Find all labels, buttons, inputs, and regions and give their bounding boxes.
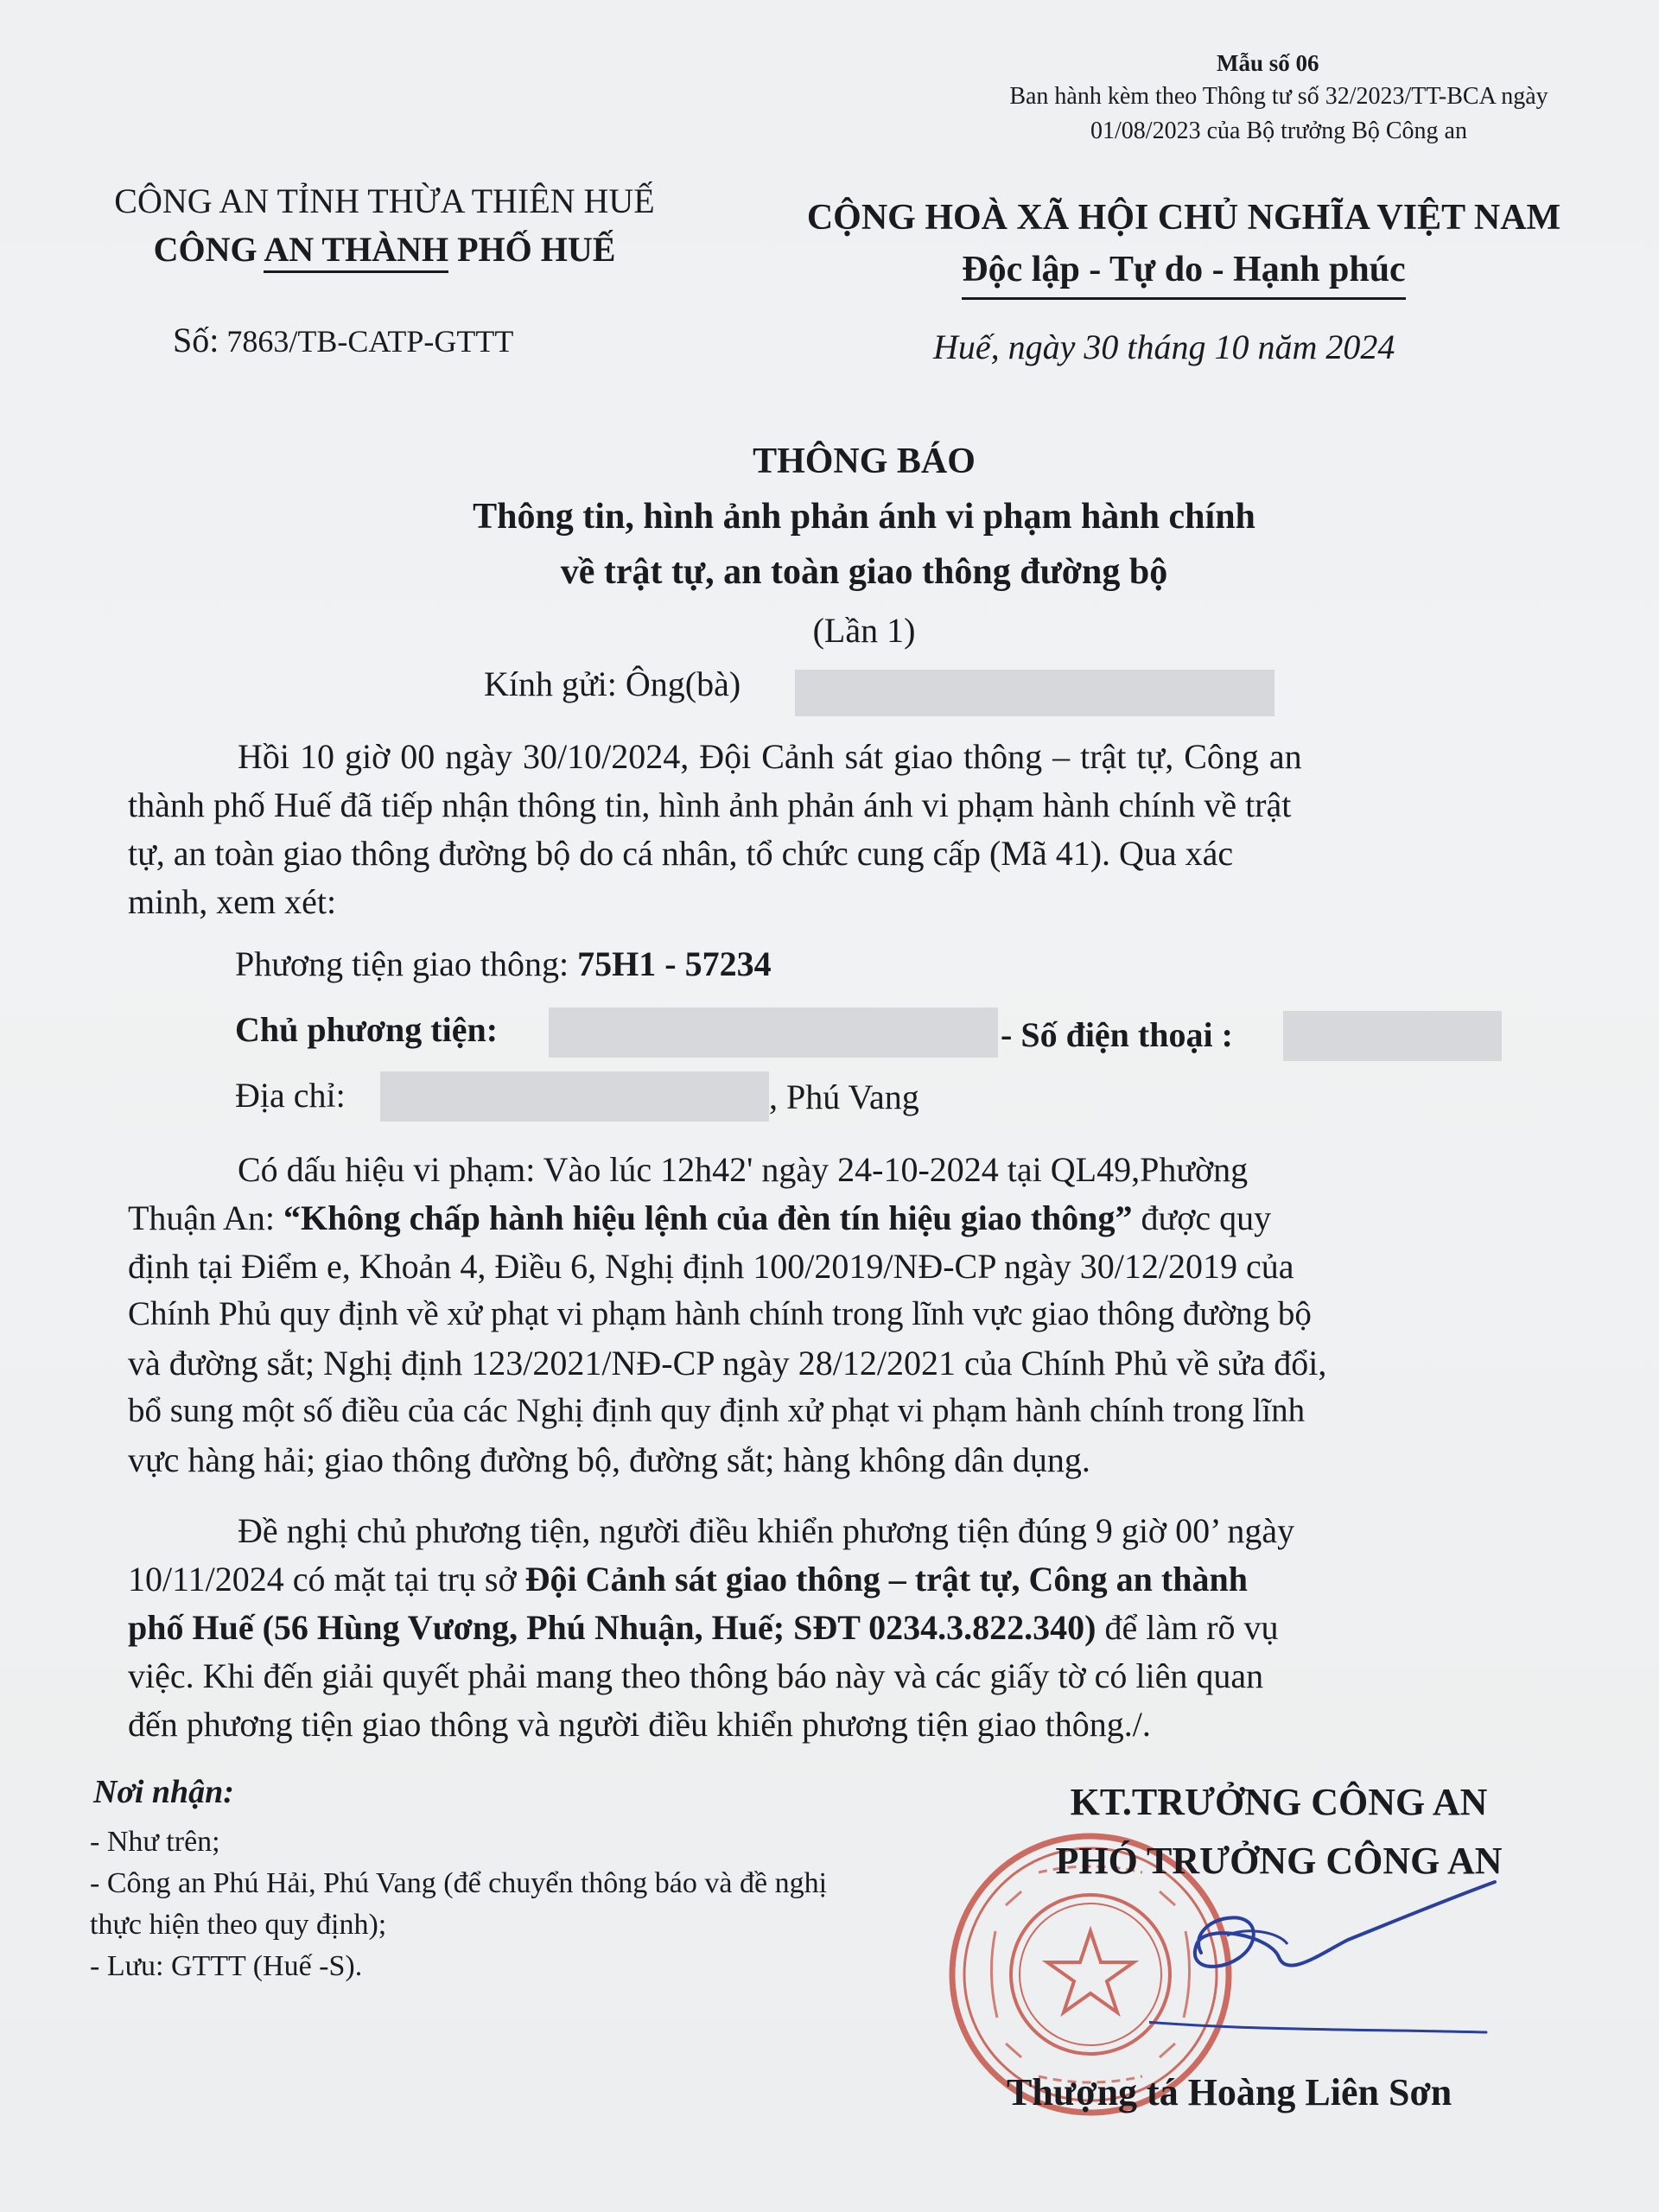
owner-label: Chủ phương tiện:: [235, 1010, 499, 1049]
address-label: Địa chỉ:: [235, 1076, 346, 1115]
recipients-item: - Công an Phú Hải, Phú Vang (để chuyển thông báo và đề nghị thực hiện theo quy định);: [90, 1867, 828, 1941]
redacted-recipient-name: [795, 670, 1274, 716]
request-line-3-bold: phố Huế (56 Hùng Vương, Phú Nhuận, Huế; SĐT 0234.3.822.340): [128, 1608, 1096, 1647]
violation-description: “Không chấp hành hiệu lệnh của đèn tín hiệu giao thông”: [283, 1198, 1133, 1237]
address-suffix: , Phú Vang: [769, 1077, 919, 1116]
recipient-label: Kính gửi: Ông(bà): [484, 664, 741, 703]
violation-line-1: Có dấu hiệu vi phạm: Vào lúc 12h42' ngày 24-10-2024 tại QL49,Phường: [238, 1150, 1249, 1189]
phone-label: - Số điện thoại :: [1001, 1015, 1233, 1054]
redacted-owner-name: [549, 1007, 998, 1058]
request-line-3-post: để làm rõ vụ: [1096, 1608, 1279, 1647]
request-line-3: [128, 1607, 1279, 1648]
form-issue-note: Ban hành kèm theo Thông tư số 32/2023/TT-BCA ngày 01/08/2023 của Bộ trưởng Bộ Công an: [1009, 83, 1548, 144]
violation-line-6: bổ sung một số điều của các Nghị định quy định xử phạt vi phạm hành chính trong lĩnh: [128, 1392, 1306, 1429]
intro-line-4: minh, xem xét:: [128, 882, 337, 921]
notice-round: (Lần 1): [812, 611, 916, 650]
request-line-5: đến phương tiện giao thông và người điều khiển phương tiện giao thông./.: [128, 1705, 1151, 1744]
redacted-address: [380, 1071, 769, 1122]
agency-sub-prefix: CÔNG: [153, 230, 264, 269]
signer-name: Thượng tá Hoàng Liên Sơn: [1007, 2071, 1452, 2113]
recipients-item: - Như trên;: [90, 1826, 220, 1858]
vehicle-line: [235, 944, 772, 984]
violation-line-2-post: được quy: [1132, 1198, 1272, 1237]
title-sub-2: về trật tự, an toàn giao thông đường bộ: [560, 552, 1168, 592]
doc-no-label: Số:: [173, 321, 219, 359]
signing-authority: [985, 1773, 1573, 1891]
doc-no-value: 7863/TB-CATP-GTTT: [219, 324, 514, 359]
violation-line-5: và đường sắt; Nghị định 123/2021/NĐ-CP ngày 28/12/2021 của Chính Phủ về sửa đổi,: [128, 1344, 1327, 1382]
agency-sub-suffix: PHỐ HUẾ: [448, 230, 616, 269]
violation-line-2: [128, 1198, 1271, 1238]
place-date: Huế, ngày 30 tháng 10 năm 2024: [933, 327, 1395, 366]
request-line-2-pre: 10/11/2024 có mặt tại trụ sở: [128, 1560, 525, 1599]
notice-title: [259, 434, 1469, 600]
recipients-item: - Lưu: GTTT (Huế -S).: [90, 1950, 363, 1982]
violation-line-4: Chính Phủ quy định về xử phạt vi phạm hành chính trong lĩnh vực giao thông đường bộ: [128, 1295, 1312, 1332]
intro-line-3: tự, an toàn giao thông đường bộ do cá nhân, tổ chức cung cấp (Mã 41). Qua xác: [128, 834, 1234, 873]
request-line-4: việc. Khi đến giải quyết phải mang theo thông báo này và các giấy tờ có liên quan: [128, 1656, 1264, 1695]
vehicle-plate: 75H1 - 57234: [577, 944, 772, 983]
intro-line-1: Hồi 10 giờ 00 ngày 30/10/2024, Đội Cảnh sát giao thông – trật tự, Công an: [238, 737, 1302, 776]
form-number: Mẫu số 06: [1217, 50, 1319, 76]
request-line-1: Đề nghị chủ phương tiện, người điều khiển phương tiện đúng 9 giờ 00’ ngày: [238, 1511, 1295, 1550]
request-line-2: [128, 1559, 1248, 1599]
sign-title-line-1: KT.TRƯỞNG CÔNG AN: [1070, 1781, 1488, 1823]
vehicle-label: Phương tiện giao thông:: [235, 944, 578, 983]
intro-line-2: thành phố Huế đã tiếp nhận thông tin, hình ảnh phản ánh vi phạm hành chính về trật: [128, 785, 1292, 824]
agency-sub: [69, 226, 700, 274]
violation-line-7: vực hàng hải; giao thông đường bộ, đường sắt; hàng không dân dụng.: [128, 1440, 1090, 1479]
title-main: THÔNG BÁO: [753, 442, 976, 481]
title-sub-1: Thông tin, hình ảnh phản ánh vi phạm hành chính: [473, 497, 1255, 537]
agency-sub-underlined: AN THÀNH: [264, 230, 448, 273]
violation-line-2-pre: Thuận An:: [128, 1198, 283, 1237]
redacted-phone: [1283, 1011, 1502, 1061]
sign-title-line-2: PHÓ TRƯỞNG CÔNG AN: [1055, 1840, 1503, 1882]
issuing-agency: [69, 177, 700, 274]
national-heading: [773, 192, 1594, 300]
agency-parent: CÔNG AN TỈNH THỪA THIÊN HUẾ: [114, 181, 655, 220]
request-line-2-bold: Đội Cảnh sát giao thông – trật tự, Công an thành: [524, 1560, 1248, 1599]
national-motto: Độc lập - Tự do - Hạnh phúc: [962, 244, 1405, 300]
recipients-list: [90, 1821, 885, 1987]
document-number: [173, 320, 513, 360]
violation-line-3: định tại Điểm e, Khoản 4, Điều 6, Nghị định 100/2019/NĐ-CP ngày 30/12/2019 của: [128, 1247, 1294, 1286]
recipients-heading: Nơi nhận:: [93, 1774, 234, 1810]
country-name: CỘNG HOÀ XÃ HỘI CHỦ NGHĨA VIỆT NAM: [806, 198, 1561, 238]
